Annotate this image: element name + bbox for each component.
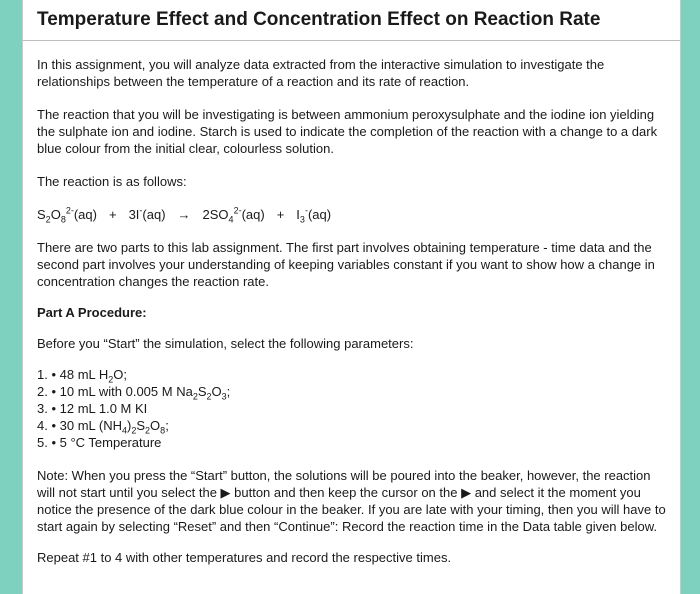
product-2: $I_3^-(aq)$: [296, 205, 332, 225]
reactant-2: 3I-(aq): [128, 205, 166, 222]
parts-description: There are two parts to this lab assignment. The first part involves obtaining temperature - time data and the second part involves your understanding of keeping variables constant if you want to show how a change in concentration changes the reaction rate.: [37, 240, 655, 289]
list-item: 5. • 5 °C Temperature: [37, 435, 162, 450]
page-title: Temperature Effect and Concentration Effect on Reaction Rate: [37, 9, 601, 30]
title-divider: [23, 40, 680, 41]
document-card: [22, 0, 681, 594]
before-start-text: Before you “Start” the simulation, select the following parameters:: [37, 336, 414, 351]
reaction-lead: The reaction is as follows:: [37, 174, 187, 189]
list-item: 4. • 30 mL $(NH_4)_2S_2O_8$;: [37, 418, 169, 436]
plus-sign: +: [108, 207, 117, 222]
plus-sign: +: [276, 207, 285, 222]
reaction-equation: [37, 206, 666, 223]
parameter-list: [37, 366, 666, 451]
reaction-description: The reaction that you will be investigating is between ammonium peroxysulphate and the iodine ion yielding the sulphate ion and iodine. Starch is used to indicate the completion of the reaction with a change to a dark blue colour from the initial clear, colourless solution.: [37, 107, 658, 156]
list-item: 2. • 10 mL with 0.005 M $Na_2S_2O_3$;: [37, 384, 231, 402]
intro-paragraph: In this assignment, you will analyze data extracted from the interactive simulation to investigate the relationships between the temperature of a reaction and its rate of reaction.: [37, 57, 605, 89]
list-item: 3. • 12 mL 1.0 M KI: [37, 401, 148, 416]
product-1: $2SO_4^{2-}(aq)$: [202, 205, 265, 225]
reactant-1: $S_2O_8^{2-}(aq)$: [37, 205, 97, 225]
repeat-instruction: Repeat #1 to 4 with other temperatures and record the respective times.: [37, 550, 452, 565]
part-a-heading: Part A Procedure:: [37, 305, 147, 320]
reaction-arrow: →: [177, 207, 191, 222]
note-paragraph: Note: When you press the “Start” button, the solutions will be poured into the beaker, however, the reaction will not start until you select the ▶ button and then keep the cursor on the ▶ and select it the moment you notice the presence of the dark blue colour in the beaker. If you are late with your timing, then you will have to start again by selecting “Reset” and then “Continue”: Record the reaction time in the Data table given below.: [37, 468, 666, 534]
document-body: [37, 56, 666, 566]
list-item: 1. • 48 mL $H_2O$;: [37, 367, 128, 385]
